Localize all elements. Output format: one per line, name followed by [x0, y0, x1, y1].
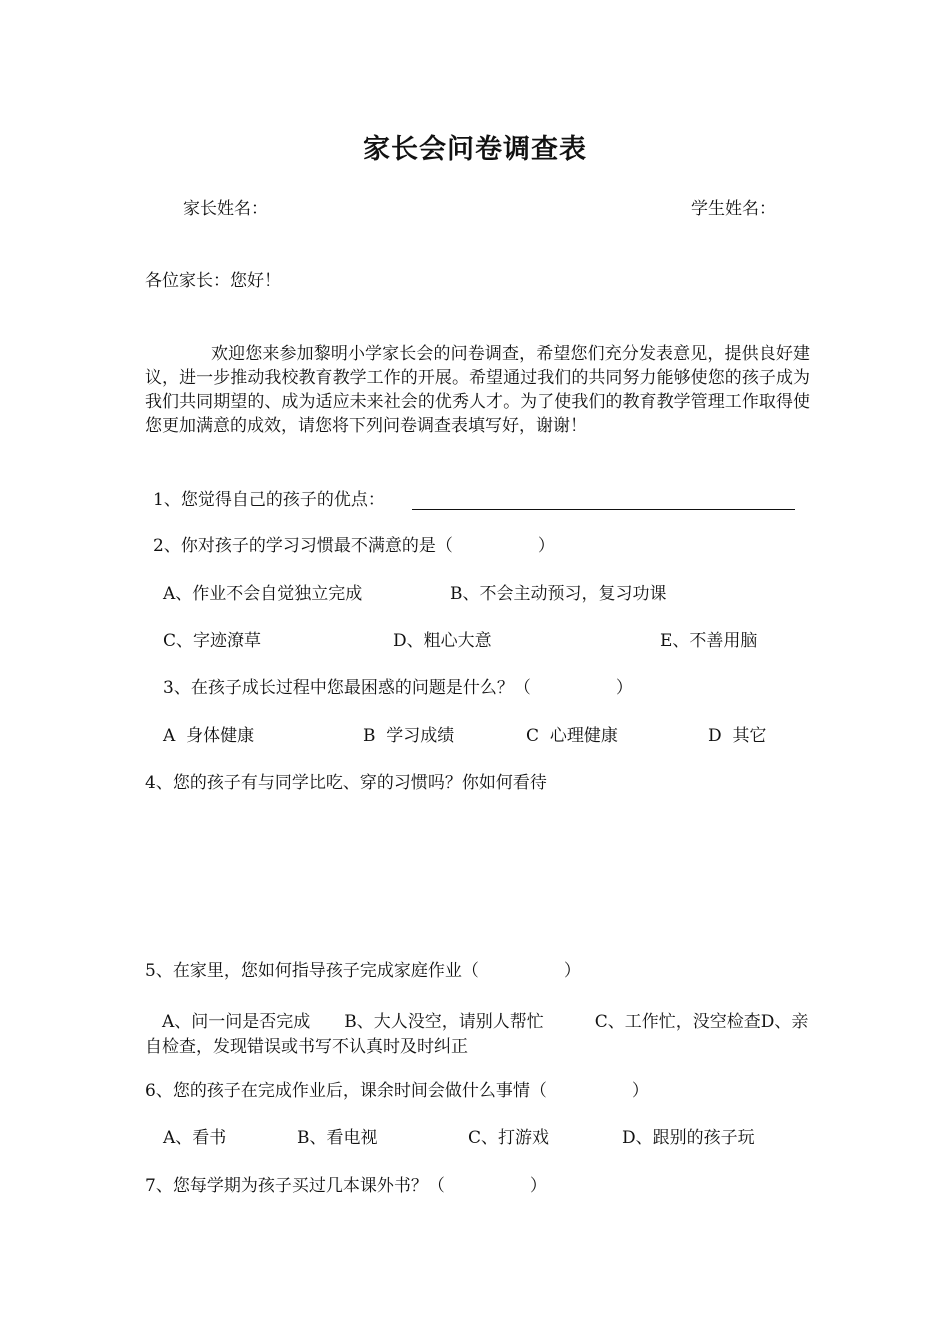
parent-name-label: 家长姓名：	[183, 199, 268, 219]
greeting: 各位家长：您好！	[145, 271, 281, 291]
q6-option-a: A、看书	[163, 1128, 227, 1148]
q2-option-c: C、字迹潦草	[163, 631, 262, 651]
question-1: 1、您觉得自己的孩子的优点：	[153, 490, 385, 510]
answer-line-q1[interactable]	[412, 509, 795, 510]
page-title: 家长会问卷调查表	[363, 134, 587, 165]
q3-option-a: A 身体健康	[163, 726, 255, 746]
q6-option-c: C、打游戏	[468, 1128, 550, 1148]
question-3: 3、在孩子成长过程中您最困惑的问题是什么？（ ）	[163, 678, 633, 698]
intro-paragraph: 欢迎您来参加黎明小学家长会的问卷调查，希望您们充分发表意见，提供良好建议，进一步推动我校教育教学工作的开展。希望通过我们的共同努力能够使您的孩子成为我们共同期望的、成为适应未来社会的优秀人才。为了使我们的教育教学管理工作取得使您更加满意的成效，请您将下列问卷调查表填写好，谢谢！	[145, 344, 810, 436]
q6-option-b: B、看电视	[297, 1128, 378, 1148]
question-6: 6、您的孩子在完成作业后，课余时间会做什么事情（ ）	[145, 1081, 649, 1101]
q5-options: A、问一问是否完成 B、大人没空，请别人帮忙 C、工作忙，没空检查D、亲自检查，发现错误或书写不认真时及时纠正	[145, 1012, 809, 1057]
q3-option-c: C 心理健康	[526, 726, 618, 746]
question-4: 4、您的孩子有与同学比吃、穿的习惯吗？你如何看待	[145, 773, 547, 793]
q3-option-b: B 学习成绩	[363, 726, 455, 746]
question-7: 7、您每学期为孩子买过几本课外书？（ ）	[145, 1176, 547, 1196]
q6-option-d: D、跟别的孩子玩	[622, 1128, 755, 1148]
question-2: 2、你对孩子的学习习惯最不满意的是（ ）	[153, 536, 555, 556]
student-name-label: 学生姓名：	[691, 199, 776, 219]
q2-option-e: E、不善用脑	[660, 631, 758, 651]
q2-option-a: A、作业不会自觉独立完成	[163, 584, 363, 604]
q2-option-d: D、粗心大意	[393, 631, 492, 651]
q3-option-d: D 其它	[708, 726, 767, 746]
q2-option-b: B、不会主动预习，复习功课	[450, 584, 667, 604]
question-5: 5、在家里，您如何指导孩子完成家庭作业（ ）	[145, 961, 581, 981]
